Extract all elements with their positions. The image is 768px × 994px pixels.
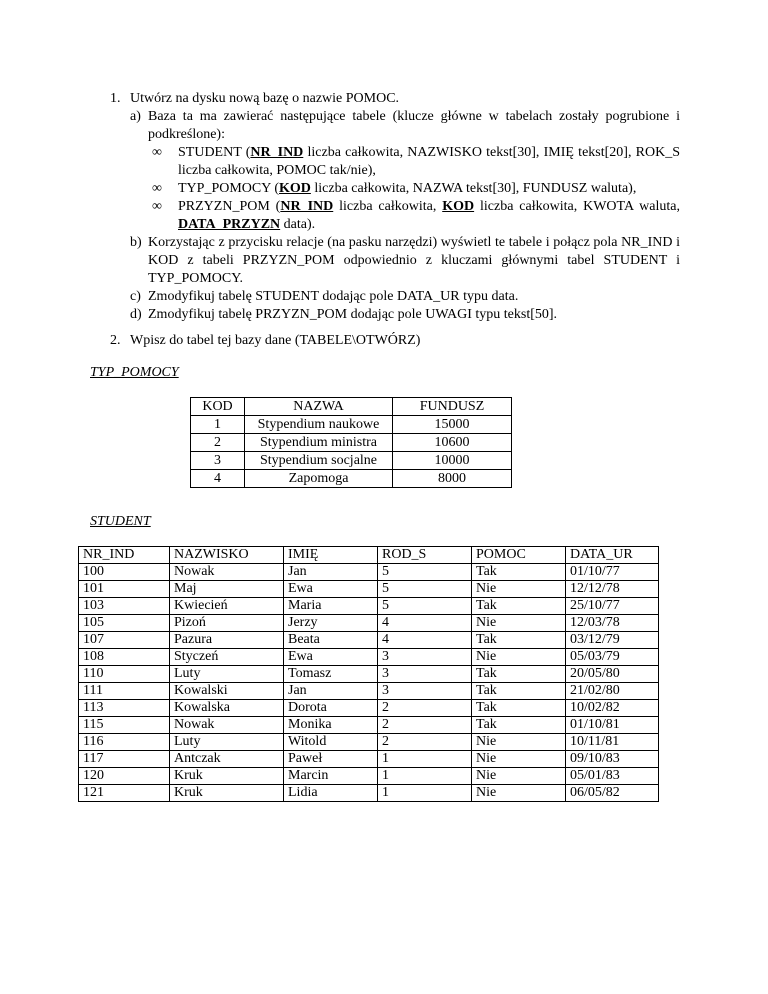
infinity-bullet-icon: ∞ (152, 199, 162, 214)
table-row (79, 632, 659, 649)
table-cell: Lidia (284, 785, 378, 802)
bullet-przyzn-mid2: liczba całkowita, KWOTA waluta, (474, 199, 680, 214)
table-cell: 10000 (393, 452, 512, 470)
table-cell: 110 (79, 666, 170, 683)
column-header: DATA_UR (566, 547, 659, 564)
bullet-student-pre: STUDENT ( (178, 145, 251, 160)
table-cell: Tak (472, 632, 566, 649)
table-cell: 2 (378, 717, 472, 734)
task-2 (110, 332, 680, 350)
table-cell: Nie (472, 615, 566, 632)
table-cell: 3 (378, 683, 472, 700)
table-cell: Dorota (284, 700, 378, 717)
bullet-student (130, 144, 680, 180)
table-cell: Tomasz (284, 666, 378, 683)
table-cell: 4 (378, 632, 472, 649)
table-row (79, 734, 659, 751)
task-1c (130, 288, 680, 306)
task-1-number: 1. (110, 91, 121, 106)
table-cell: Nie (472, 751, 566, 768)
table-row (79, 598, 659, 615)
table-cell: 05/01/83 (566, 768, 659, 785)
table-row (191, 470, 512, 488)
table-row (79, 768, 659, 785)
table-cell: 15000 (393, 416, 512, 434)
column-header: FUNDUSZ (393, 398, 512, 416)
table-cell: 8000 (393, 470, 512, 488)
table-cell: 3 (378, 649, 472, 666)
table-row (79, 785, 659, 802)
table-cell: Nie (472, 734, 566, 751)
task-1-intro-text: Utwórz na dysku nową bazę o nazwie POMOC. (130, 91, 400, 106)
bullet-przyzn-mid1: liczba całkowita, (333, 199, 443, 214)
table-cell: Luty (170, 666, 284, 683)
task-1a (130, 108, 680, 234)
key-nr-ind: NR_IND (250, 145, 304, 160)
table-cell: Ewa (284, 649, 378, 666)
task-2-number: 2. (110, 333, 121, 348)
table-cell: 3 (191, 452, 245, 470)
table-cell: Nie (472, 581, 566, 598)
table-cell: Pazura (170, 632, 284, 649)
task-1c-text: Zmodyfikuj tabelę STUDENT dodając pole DATA_UR typu data. (148, 289, 519, 304)
task-1-intro (110, 90, 680, 108)
table-cell: 4 (191, 470, 245, 488)
table-cell: Monika (284, 717, 378, 734)
task-1a-label: a) (130, 109, 141, 124)
table-cell: 5 (378, 581, 472, 598)
bullet-student-post: liczba całkowita, NAZWISKO tekst[30], IMIĘ tekst[20], ROK_S liczba całkowita, POMOC tak/nie), (178, 145, 680, 178)
task-1b-label: b) (130, 235, 142, 250)
table-cell: Kowalski (170, 683, 284, 700)
table-cell: 2 (191, 434, 245, 452)
table-cell: Zapomoga (245, 470, 393, 488)
table-cell: Kwiecień (170, 598, 284, 615)
table-cell: 116 (79, 734, 170, 751)
table-cell: Tak (472, 564, 566, 581)
table-cell: Kowalska (170, 700, 284, 717)
table-cell: Nie (472, 768, 566, 785)
table-cell: 113 (79, 700, 170, 717)
typ-pomocy-caption: TYP_POMOCY (90, 365, 179, 380)
table-cell: 20/05/80 (566, 666, 659, 683)
bullet-typ-post: liczba całkowita, NAZWA tekst[30], FUNDUSZ waluta), (310, 181, 637, 196)
table-cell: 120 (79, 768, 170, 785)
table-cell: Tak (472, 717, 566, 734)
task-1b (130, 234, 680, 288)
table-cell: 5 (378, 598, 472, 615)
table-cell: Paweł (284, 751, 378, 768)
table-row (191, 416, 512, 434)
table-cell: 4 (378, 615, 472, 632)
table-cell: Stypendium naukowe (245, 416, 393, 434)
infinity-bullet-icon: ∞ (152, 145, 162, 160)
table-cell: 1 (191, 416, 245, 434)
table-row (191, 452, 512, 470)
task-1d-text: Zmodyfikuj tabelę PRZYZN_POM dodając pole UWAGI typu tekst[50]. (148, 307, 558, 322)
table-cell: Tak (472, 700, 566, 717)
table-cell: 09/10/83 (566, 751, 659, 768)
table-row (79, 683, 659, 700)
table-cell: 121 (79, 785, 170, 802)
table-row (79, 751, 659, 768)
table-cell: 10/11/81 (566, 734, 659, 751)
table-cell: 108 (79, 649, 170, 666)
table-cell: 12/03/78 (566, 615, 659, 632)
column-header: KOD (191, 398, 245, 416)
table-cell: Stypendium socjalne (245, 452, 393, 470)
table-cell: Jan (284, 683, 378, 700)
table-cell: 5 (378, 564, 472, 581)
table-cell: 06/05/82 (566, 785, 659, 802)
table-cell: Tak (472, 598, 566, 615)
table-row (79, 581, 659, 598)
table-cell: 3 (378, 666, 472, 683)
table-cell: 115 (79, 717, 170, 734)
table-cell: Pizoń (170, 615, 284, 632)
table-cell: Nowak (170, 564, 284, 581)
table-cell: Jan (284, 564, 378, 581)
table-cell: 1 (378, 785, 472, 802)
table-cell: Tak (472, 683, 566, 700)
table-cell: 117 (79, 751, 170, 768)
bullet-typ-pomocy (130, 180, 680, 198)
task-1a-text: Baza ta ma zawierać następujące tabele (klucze główne w tabelach zostały pogrubione i podkreślone): (148, 109, 680, 142)
task-1 (110, 90, 680, 324)
table-cell: 1 (378, 768, 472, 785)
table-row (79, 564, 659, 581)
table-cell: 25/10/77 (566, 598, 659, 615)
table-cell: Antczak (170, 751, 284, 768)
table-cell: 21/02/80 (566, 683, 659, 700)
table-cell: Stypendium ministra (245, 434, 393, 452)
typ-pomocy-header-row (191, 398, 512, 416)
task-2-text: Wpisz do tabel tej bazy dane (TABELE\OTWÓRZ) (130, 333, 421, 348)
table-cell: 12/12/78 (566, 581, 659, 598)
table-row (79, 615, 659, 632)
table-cell: 05/03/79 (566, 649, 659, 666)
table-cell: Maria (284, 598, 378, 615)
table-cell: 1 (378, 751, 472, 768)
key-kod: KOD (279, 181, 311, 196)
task-1d (130, 306, 680, 324)
table-row (79, 649, 659, 666)
infinity-bullet-icon: ∞ (152, 181, 162, 196)
table-cell: Nie (472, 785, 566, 802)
table-cell: 2 (378, 734, 472, 751)
typ-pomocy-table (190, 397, 512, 488)
column-header: ROD_S (378, 547, 472, 564)
task-1c-label: c) (130, 289, 141, 304)
table-cell: 107 (79, 632, 170, 649)
table-cell: Luty (170, 734, 284, 751)
table-row (191, 434, 512, 452)
table-row (79, 666, 659, 683)
table-cell: Kruk (170, 785, 284, 802)
table-cell: 103 (79, 598, 170, 615)
column-header: IMIĘ (284, 547, 378, 564)
bullet-przyzn-pre: PRZYZN_POM ( (178, 199, 281, 214)
task-1d-label: d) (130, 307, 142, 322)
table-cell: 111 (79, 683, 170, 700)
table-cell: Maj (170, 581, 284, 598)
table-cell: Styczeń (170, 649, 284, 666)
key-data-przyzn: DATA_PRZYZN (178, 217, 281, 232)
table-cell: 10600 (393, 434, 512, 452)
table-cell: 01/10/81 (566, 717, 659, 734)
task-1b-text: Korzystając z przycisku relacje (na pasku narzędzi) wyświetl te tabele i połącz pola NR_IND i KOD z tabeli PRZYZN_POM odpowiednio z kluczami głównymi tabel STUDENT i TYP_POMOCY. (148, 235, 680, 286)
table-cell: Nowak (170, 717, 284, 734)
column-header: NAZWA (245, 398, 393, 416)
table-cell: 2 (378, 700, 472, 717)
table-cell: 101 (79, 581, 170, 598)
table-cell: Tak (472, 666, 566, 683)
table-cell: Beata (284, 632, 378, 649)
table-row (79, 700, 659, 717)
student-caption: STUDENT (90, 514, 151, 529)
table-cell: 01/10/77 (566, 564, 659, 581)
bullet-przyzn-pom (130, 198, 680, 234)
table-cell: Ewa (284, 581, 378, 598)
table-cell: 100 (79, 564, 170, 581)
column-header: NAZWISKO (170, 547, 284, 564)
table-cell: 03/12/79 (566, 632, 659, 649)
key-kod: KOD (442, 199, 475, 214)
table-cell: Jerzy (284, 615, 378, 632)
table-cell: 105 (79, 615, 170, 632)
column-header: POMOC (472, 547, 566, 564)
student-table (78, 546, 659, 802)
key-nr-ind: NR_IND (280, 199, 334, 214)
table-cell: Nie (472, 649, 566, 666)
table-cell: Marcin (284, 768, 378, 785)
table-cell: 10/02/82 (566, 700, 659, 717)
column-header: NR_IND (79, 547, 170, 564)
bullet-przyzn-post: data). (280, 217, 316, 232)
table-row (79, 717, 659, 734)
table-cell: Kruk (170, 768, 284, 785)
student-header-row (79, 547, 659, 564)
table-cell: Witold (284, 734, 378, 751)
bullet-typ-pre: TYP_POMOCY ( (178, 181, 279, 196)
